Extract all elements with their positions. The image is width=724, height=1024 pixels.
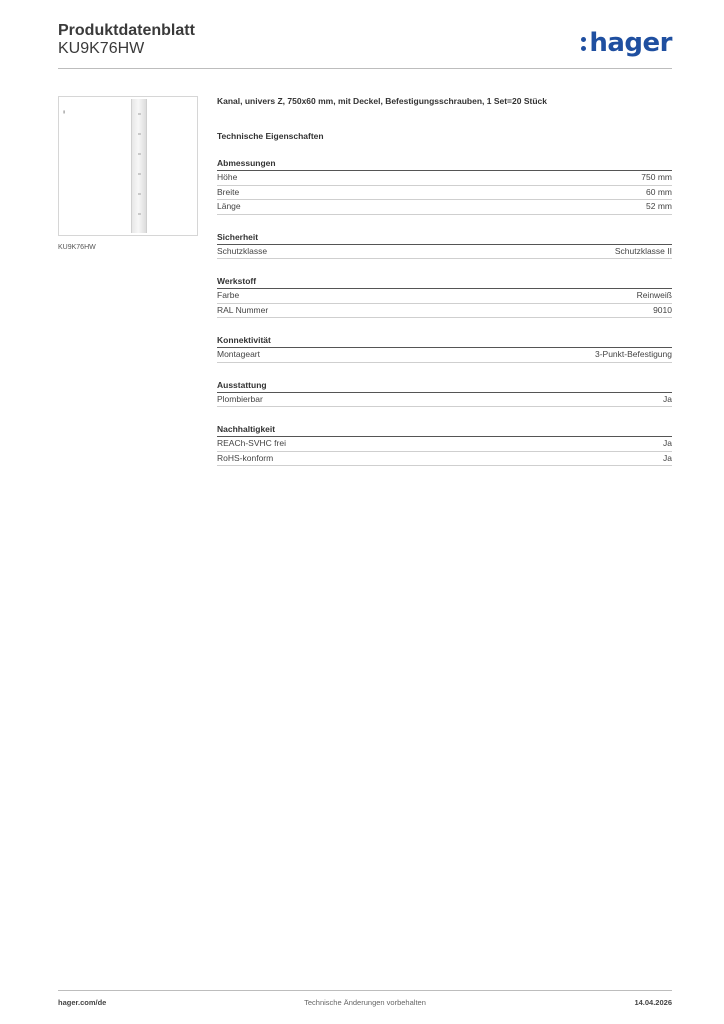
property-value: 9010 [653, 304, 672, 315]
logo-colon-icon [581, 33, 588, 53]
property-row [217, 245, 672, 260]
property-value: Ja [663, 393, 672, 404]
page-title: Produktdatenblatt [58, 22, 195, 39]
product-image [58, 96, 198, 236]
property-row [217, 437, 672, 452]
header-divider [58, 68, 672, 69]
property-row [217, 200, 672, 215]
property-value: 60 mm [646, 186, 672, 197]
technical-properties-title: Technische Eigenschaften [217, 131, 324, 141]
page-header [58, 22, 672, 68]
property-label: Schutzklasse [217, 245, 268, 256]
image-marker-icon: ▮ [63, 109, 66, 114]
page-footer [58, 998, 672, 1010]
property-label: REACh-SVHC frei [217, 438, 286, 448]
property-group-title: Werkstoff [217, 276, 672, 289]
product-description: Kanal, univers Z, 750x60 mm, mit Deckel, Befestigungsschrauben, 1 Set=20 Stück [217, 96, 547, 106]
property-label: RAL Nummer [217, 304, 269, 315]
property-row [217, 452, 672, 467]
property-row [217, 304, 672, 319]
property-value: 750 mm [641, 172, 672, 182]
property-label: Höhe [217, 172, 238, 182]
property-group-title: Abmessungen [217, 158, 672, 171]
property-groups [217, 158, 672, 466]
property-row [217, 186, 672, 201]
footer-date: 14.04.2026 [634, 998, 672, 1007]
property-label: Länge [217, 201, 241, 211]
property-group-title: Nachhaltigkeit [217, 424, 672, 437]
property-row [217, 393, 672, 408]
footer-website: hager.com/de [58, 998, 107, 1007]
article-number: KU9K76HW [58, 40, 145, 57]
property-value: Ja [663, 452, 672, 463]
property-value: 3-Punkt-Befestigung [594, 349, 672, 359]
product-details [217, 96, 672, 466]
property-label: RoHS-konform [217, 452, 274, 463]
property-value: Reinweiß [636, 290, 672, 300]
footer-divider [58, 990, 672, 991]
property-value: Schutzklasse II [614, 245, 672, 256]
property-value: Ja [663, 438, 672, 448]
cable-duct-profile-icon [131, 99, 147, 233]
property-value: 52 mm [646, 201, 672, 211]
property-group-title: Sicherheit [217, 232, 672, 245]
property-row [217, 171, 672, 186]
property-group-title: Ausstattung [217, 380, 672, 393]
property-label: Montageart [217, 349, 260, 359]
footer-notice: Technische Änderungen vorbehalten [304, 998, 426, 1007]
logo-text: hager [589, 28, 672, 58]
property-label: Plombierbar [217, 393, 263, 404]
property-label: Farbe [217, 290, 240, 300]
property-row [217, 348, 672, 363]
property-group-title: Konnektivität [217, 335, 672, 348]
property-label: Breite [217, 186, 240, 197]
property-row [217, 289, 672, 304]
hager-logo [581, 28, 672, 58]
product-image-caption: KU9K76HW [58, 244, 96, 251]
